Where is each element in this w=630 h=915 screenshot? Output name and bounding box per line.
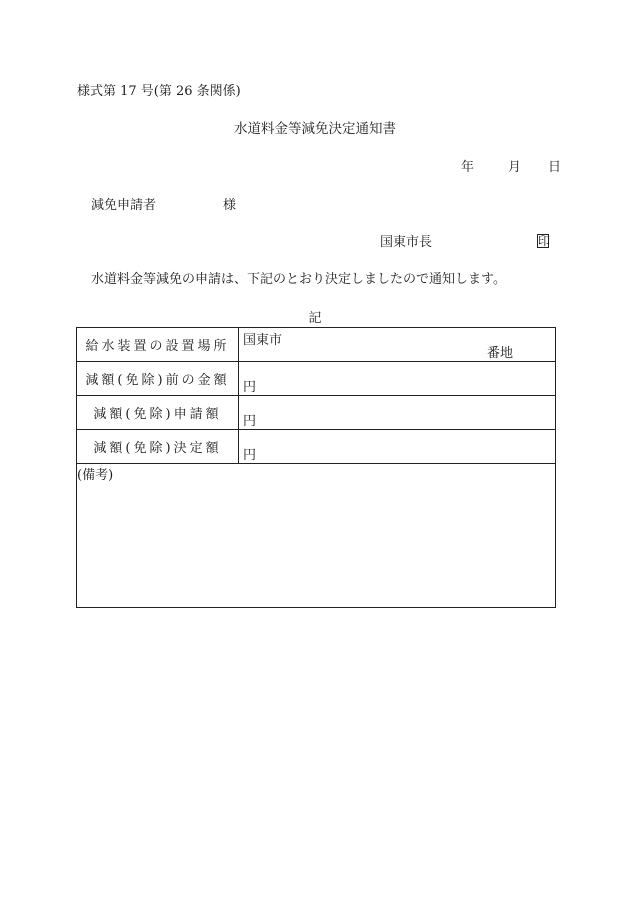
before-amount-cell bbox=[239, 362, 556, 396]
location-city: 国東市 bbox=[243, 333, 283, 348]
date-year-label: 年 bbox=[461, 160, 475, 175]
decided-amount-cell bbox=[239, 430, 556, 464]
requested-amount-cell bbox=[239, 396, 556, 430]
location-banchi: 番地 bbox=[486, 346, 513, 361]
table-row bbox=[77, 396, 556, 430]
recipient-label: 減免申請者 bbox=[91, 198, 157, 213]
recipient-honorific: 様 bbox=[223, 198, 237, 213]
table-row bbox=[77, 362, 556, 396]
row-label-requested-amount: 減額(免除)申請額 bbox=[77, 396, 239, 430]
form-number: 様式第 17 号(第 26 条関係) bbox=[77, 84, 241, 99]
yen-unit: 円 bbox=[243, 448, 257, 463]
date-day-label: 日 bbox=[548, 160, 562, 175]
row-label-decided-amount: 減額(免除)決定額 bbox=[77, 430, 239, 464]
remarks-label: (備考) bbox=[77, 468, 114, 483]
notice-body: 水道料金等減免の申請は、下記のとおり決定しましたので通知します。 bbox=[91, 272, 506, 287]
yen-unit: 円 bbox=[243, 414, 257, 429]
remarks-cell bbox=[77, 464, 556, 608]
date-month-label: 月 bbox=[508, 160, 522, 175]
row-label-before-amount: 減額(免除)前の金額 bbox=[77, 362, 239, 396]
row-label-location: 給水装置の設置場所 bbox=[77, 328, 239, 362]
seal-mark: 印 bbox=[538, 234, 551, 248]
location-value-cell bbox=[239, 328, 556, 362]
issuer-name: 国東市長 bbox=[380, 235, 433, 250]
recipient-line bbox=[91, 198, 236, 214]
decision-table bbox=[76, 327, 556, 608]
table-row bbox=[77, 328, 556, 362]
table-row bbox=[77, 430, 556, 464]
yen-unit: 円 bbox=[243, 380, 257, 395]
table-row bbox=[77, 464, 556, 608]
document-title: 水道料金等減免決定通知書 bbox=[234, 121, 396, 137]
date-line bbox=[461, 160, 561, 176]
ki-heading: 記 bbox=[308, 311, 322, 326]
